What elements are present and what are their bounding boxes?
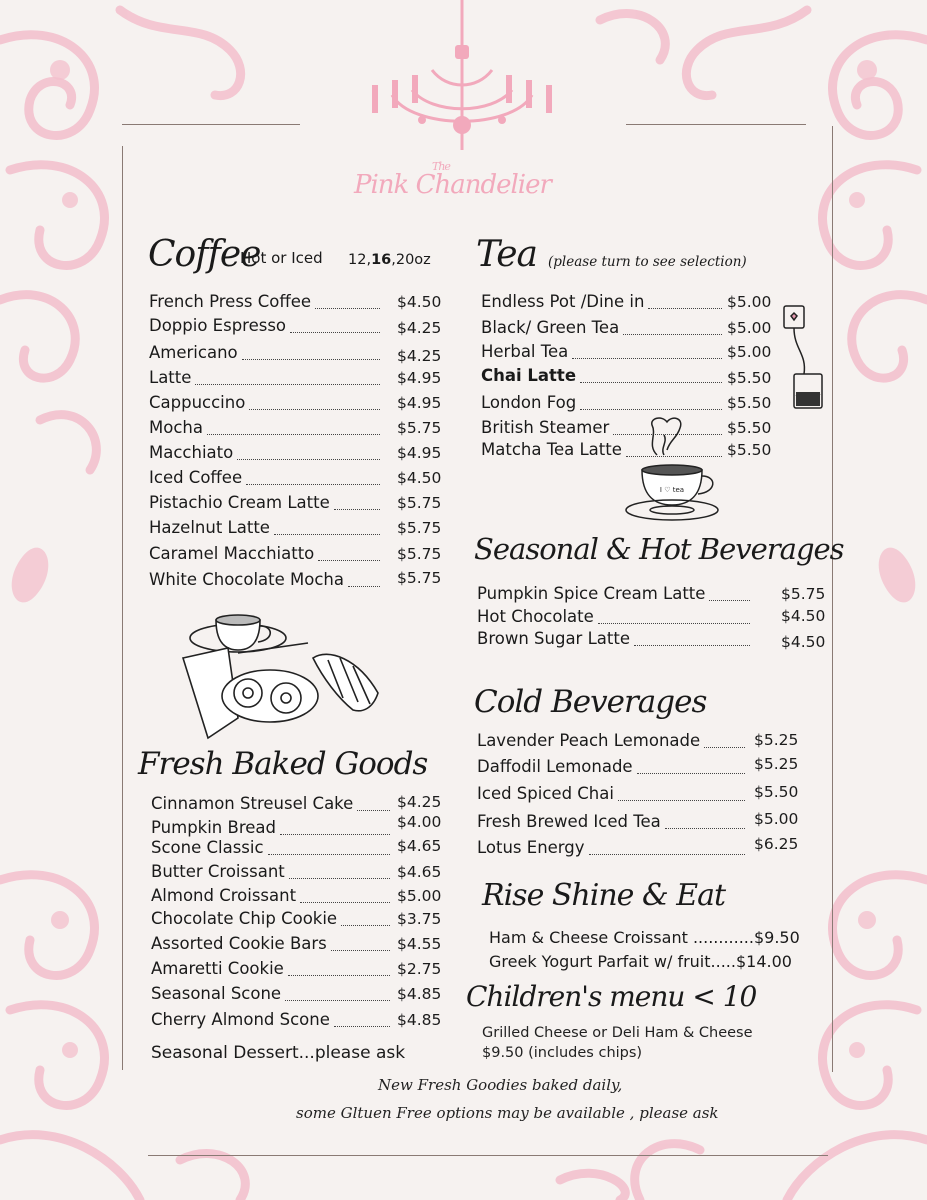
baked-item-name: Cherry Almond Scone: [151, 1010, 330, 1029]
coffee-item-name: Cappuccino: [149, 393, 246, 412]
cold-item-name: Lotus Energy: [477, 838, 585, 857]
coffee-leader-dots: [246, 484, 380, 485]
seasonal-item-price: $4.50: [781, 607, 826, 625]
baked-leader-dots: [300, 902, 390, 903]
seasonal-item-price: $5.75: [781, 585, 826, 603]
baked-item-price: $4.65: [397, 837, 442, 855]
brand-name: Pink Chandelier: [354, 170, 551, 200]
coffee-subtitle: Hot or Iced: [240, 249, 323, 267]
coffee-title: Coffee: [148, 234, 261, 275]
tea-item-name: Endless Pot /Dine in: [481, 292, 645, 311]
seasonal-item-price: $4.50: [781, 633, 826, 651]
coffee-item-price: $5.75: [397, 494, 442, 512]
tea-item-price: $5.50: [727, 419, 772, 437]
cold-item-name: Fresh Brewed Iced Tea: [477, 812, 661, 831]
baked-leader-dots: [268, 854, 390, 855]
coffee-leader-dots: [290, 332, 380, 333]
seasonal-item-name: Brown Sugar Latte: [477, 629, 630, 648]
baked-leader-dots: [280, 834, 390, 835]
cold-item-price: $5.25: [754, 731, 799, 749]
coffee-item-name: Mocha: [149, 418, 203, 437]
baked-item-price: $4.85: [397, 985, 442, 1003]
tea-item-price: $5.00: [727, 343, 772, 361]
coffee-item-price: $4.95: [397, 394, 442, 412]
coffee-item-price: $5.75: [397, 419, 442, 437]
baked-item-name: Cinnamon Streusel Cake: [151, 794, 354, 813]
seasonal-item-name: Hot Chocolate: [477, 607, 594, 626]
cold-item-name: Lavender Peach Lemonade: [477, 731, 701, 750]
coffee-leader-dots: [249, 409, 380, 410]
cold-leader-dots: [637, 773, 745, 774]
frame-top-right-line: [626, 124, 806, 125]
baked-leader-dots: [285, 1000, 390, 1001]
teacup-illustration: [622, 410, 722, 525]
baked-leader-dots: [334, 1026, 390, 1027]
coffee-leader-dots: [207, 434, 380, 435]
cold-item-price: $5.25: [754, 755, 799, 773]
coffee-item-price: $5.75: [397, 519, 442, 537]
coffee-leader-dots: [242, 359, 380, 360]
coffee-item-name: Doppio Espresso: [149, 316, 287, 335]
tea-item-name: British Steamer: [481, 418, 610, 437]
coffee-leader-dots: [334, 509, 380, 510]
coffee-leader-dots: [318, 560, 380, 561]
tea-bag-illustration: [782, 304, 832, 414]
tea-leader-dots: [648, 308, 722, 309]
baked-item-name: Seasonal Scone: [151, 984, 282, 1003]
cold-title: Cold Beverages: [474, 684, 707, 720]
footer-line-2: some Gltuen Free options may be available , please ask: [296, 1104, 719, 1122]
coffee-item-price: $4.50: [397, 469, 442, 487]
frame-right-line: [832, 126, 833, 1072]
baked-item-name: Assorted Cookie Bars: [151, 934, 327, 953]
tea-item-name: Herbal Tea: [481, 342, 569, 361]
coffee-leader-dots: [274, 534, 380, 535]
rise-item: Ham & Cheese Croissant ............$9.50: [489, 928, 800, 947]
coffee-leader-dots: [237, 459, 380, 460]
tea-leader-dots: [572, 358, 722, 359]
coffee-leader-dots: [348, 586, 380, 587]
cold-leader-dots: [704, 747, 745, 748]
tea-leader-dots: [580, 382, 722, 383]
coffee-sizes-bold: 16: [371, 252, 392, 268]
seasonal-title: Seasonal & Hot Beverages: [474, 532, 844, 566]
coffee-item-name: Iced Coffee: [149, 468, 243, 487]
baked-dessert: Seasonal Dessert...please ask: [151, 1043, 406, 1063]
children-line-2: $9.50 (includes chips): [482, 1045, 643, 1061]
cold-item-name: Iced Spiced Chai: [477, 784, 614, 803]
tea-item-price: $5.00: [727, 293, 772, 311]
coffee-item-name: Latte: [149, 368, 192, 387]
coffee-item-name: Pistachio Cream Latte: [149, 493, 330, 512]
coffee-item-price: $4.25: [397, 347, 442, 365]
coffee-item-name: Americano: [149, 343, 238, 362]
coffee-item-name: French Press Coffee: [149, 292, 312, 311]
baked-item-name: Pumpkin Bread: [151, 818, 276, 837]
seasonal-leader-dots: [598, 623, 750, 624]
coffee-item-name: Hazelnut Latte: [149, 518, 270, 537]
tea-leader-dots: [623, 334, 722, 335]
baked-item-price: $4.00: [397, 813, 442, 831]
baked-item-name: Almond Croissant: [151, 886, 297, 905]
chandelier-logo: [362, 0, 562, 150]
coffee-leader-dots: [195, 384, 380, 385]
footer-line-1: New Fresh Goodies baked daily,: [378, 1076, 623, 1094]
tea-subtitle: (please turn to see selection): [548, 254, 747, 270]
baked-item-name: Scone Classic: [151, 838, 264, 857]
children-title: Children's menu < 10: [466, 980, 757, 1013]
cold-item-price: $5.50: [754, 783, 799, 801]
baked-leader-dots: [341, 925, 390, 926]
cold-leader-dots: [589, 854, 745, 855]
rise-title: Rise Shine & Eat: [482, 878, 726, 913]
baked-title: Fresh Baked Goods: [138, 746, 428, 782]
baked-item-name: Amaretti Cookie: [151, 959, 284, 978]
baked-item-price: $2.75: [397, 960, 442, 978]
coffee-croissant-illustration: [178, 598, 388, 748]
frame-left-line: [122, 146, 123, 1070]
coffee-item-price: $5.75: [397, 545, 442, 563]
tea-item-name: London Fog: [481, 393, 577, 412]
cold-leader-dots: [665, 828, 745, 829]
frame-top-left-line: [122, 124, 300, 125]
seasonal-leader-dots: [634, 645, 750, 646]
cup-label: I ♡ tea: [659, 486, 685, 494]
coffee-item-price: $4.50: [397, 293, 442, 311]
coffee-leader-dots: [315, 308, 380, 309]
coffee-item-name: Caramel Macchiatto: [149, 544, 315, 563]
cold-leader-dots: [618, 800, 745, 801]
baked-leader-dots: [289, 878, 390, 879]
coffee-item-name: Macchiato: [149, 443, 234, 462]
children-line-1: Grilled Cheese or Deli Ham & Cheese: [482, 1025, 753, 1041]
rise-item: Greek Yogurt Parfait w/ fruit.....$14.00: [489, 952, 792, 971]
coffee-sizes: [348, 250, 431, 270]
coffee-item-price: $4.95: [397, 444, 442, 462]
tea-item-price: $5.50: [727, 394, 772, 412]
baked-leader-dots: [288, 975, 390, 976]
baked-item-price: $4.25: [397, 793, 442, 811]
coffee-item-price: $4.25: [397, 319, 442, 337]
coffee-item-price: $5.75: [397, 569, 442, 587]
tea-item-name: Matcha Tea Latte: [481, 440, 622, 459]
baked-item-price: $4.65: [397, 863, 442, 881]
seasonal-item-name: Pumpkin Spice Cream Latte: [477, 584, 706, 603]
cold-item-name: Daffodil Lemonade: [477, 757, 633, 776]
tea-item-price: $5.50: [727, 441, 772, 459]
frame-bottom-line: [148, 1155, 828, 1156]
baked-item-name: Chocolate Chip Cookie: [151, 909, 338, 928]
cold-item-price: $6.25: [754, 835, 799, 853]
tea-item-price: $5.50: [727, 369, 772, 387]
coffee-item-price: $4.95: [397, 369, 442, 387]
coffee-sizes-post: ,20oz: [391, 252, 431, 268]
baked-item-name: Butter Croissant: [151, 862, 285, 881]
coffee-sizes-pre: 12,: [348, 252, 372, 268]
tea-title: Tea: [476, 234, 537, 275]
baked-leader-dots: [357, 810, 390, 811]
tea-item-name: Black/ Green Tea: [481, 318, 620, 337]
baked-item-price: $4.85: [397, 1011, 442, 1029]
tea-item-price: $5.00: [727, 319, 772, 337]
baked-item-price: $5.00: [397, 887, 442, 905]
tea-item-name: Chai Latte: [481, 366, 577, 385]
baked-item-price: $3.75: [397, 910, 442, 928]
coffee-item-name: White Chocolate Mocha: [149, 570, 344, 589]
baked-leader-dots: [331, 950, 390, 951]
brand-the: The: [432, 160, 450, 173]
seasonal-leader-dots: [709, 600, 750, 601]
baked-item-price: $4.55: [397, 935, 442, 953]
cold-item-price: $5.00: [754, 810, 799, 828]
